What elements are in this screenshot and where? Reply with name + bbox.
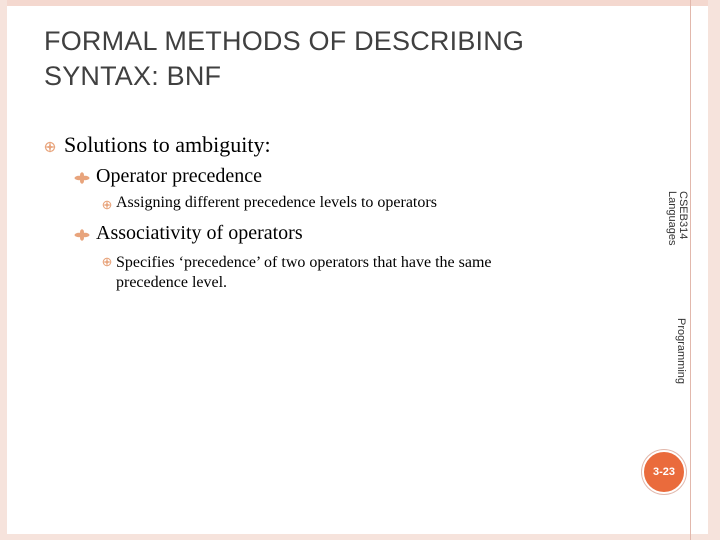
bullet-level1: Solutions to ambiguity:	[64, 132, 271, 157]
bullet-level3: Assigning different precedence levels to operators	[116, 194, 437, 211]
flower-icon	[74, 172, 90, 184]
footer-course-code: CSEB314	[677, 191, 689, 240]
page-number-badge: 3-23	[642, 450, 686, 494]
flower-icon	[74, 229, 90, 241]
footer-course-line3: Programming	[675, 318, 687, 385]
compass-star-icon	[102, 200, 112, 210]
compass-star-icon	[44, 141, 56, 153]
slide-title: FORMAL METHODS OF DESCRIBING SYNTAX: BNF	[44, 26, 525, 91]
frame-bottom	[0, 534, 720, 540]
frame-right	[708, 0, 720, 540]
side-rule	[690, 0, 691, 540]
bullet-level3: Specifies ‘precedence’ of two operators that have the same precedence level.	[116, 254, 492, 291]
bullet-level2: Operator precedence	[96, 165, 262, 187]
frame-left	[0, 0, 7, 540]
compass-star-icon	[102, 257, 112, 267]
bullet-level2: Associativity of operators	[96, 222, 303, 244]
footer-course-line2: Languages	[666, 191, 678, 246]
frame-top	[0, 0, 720, 6]
